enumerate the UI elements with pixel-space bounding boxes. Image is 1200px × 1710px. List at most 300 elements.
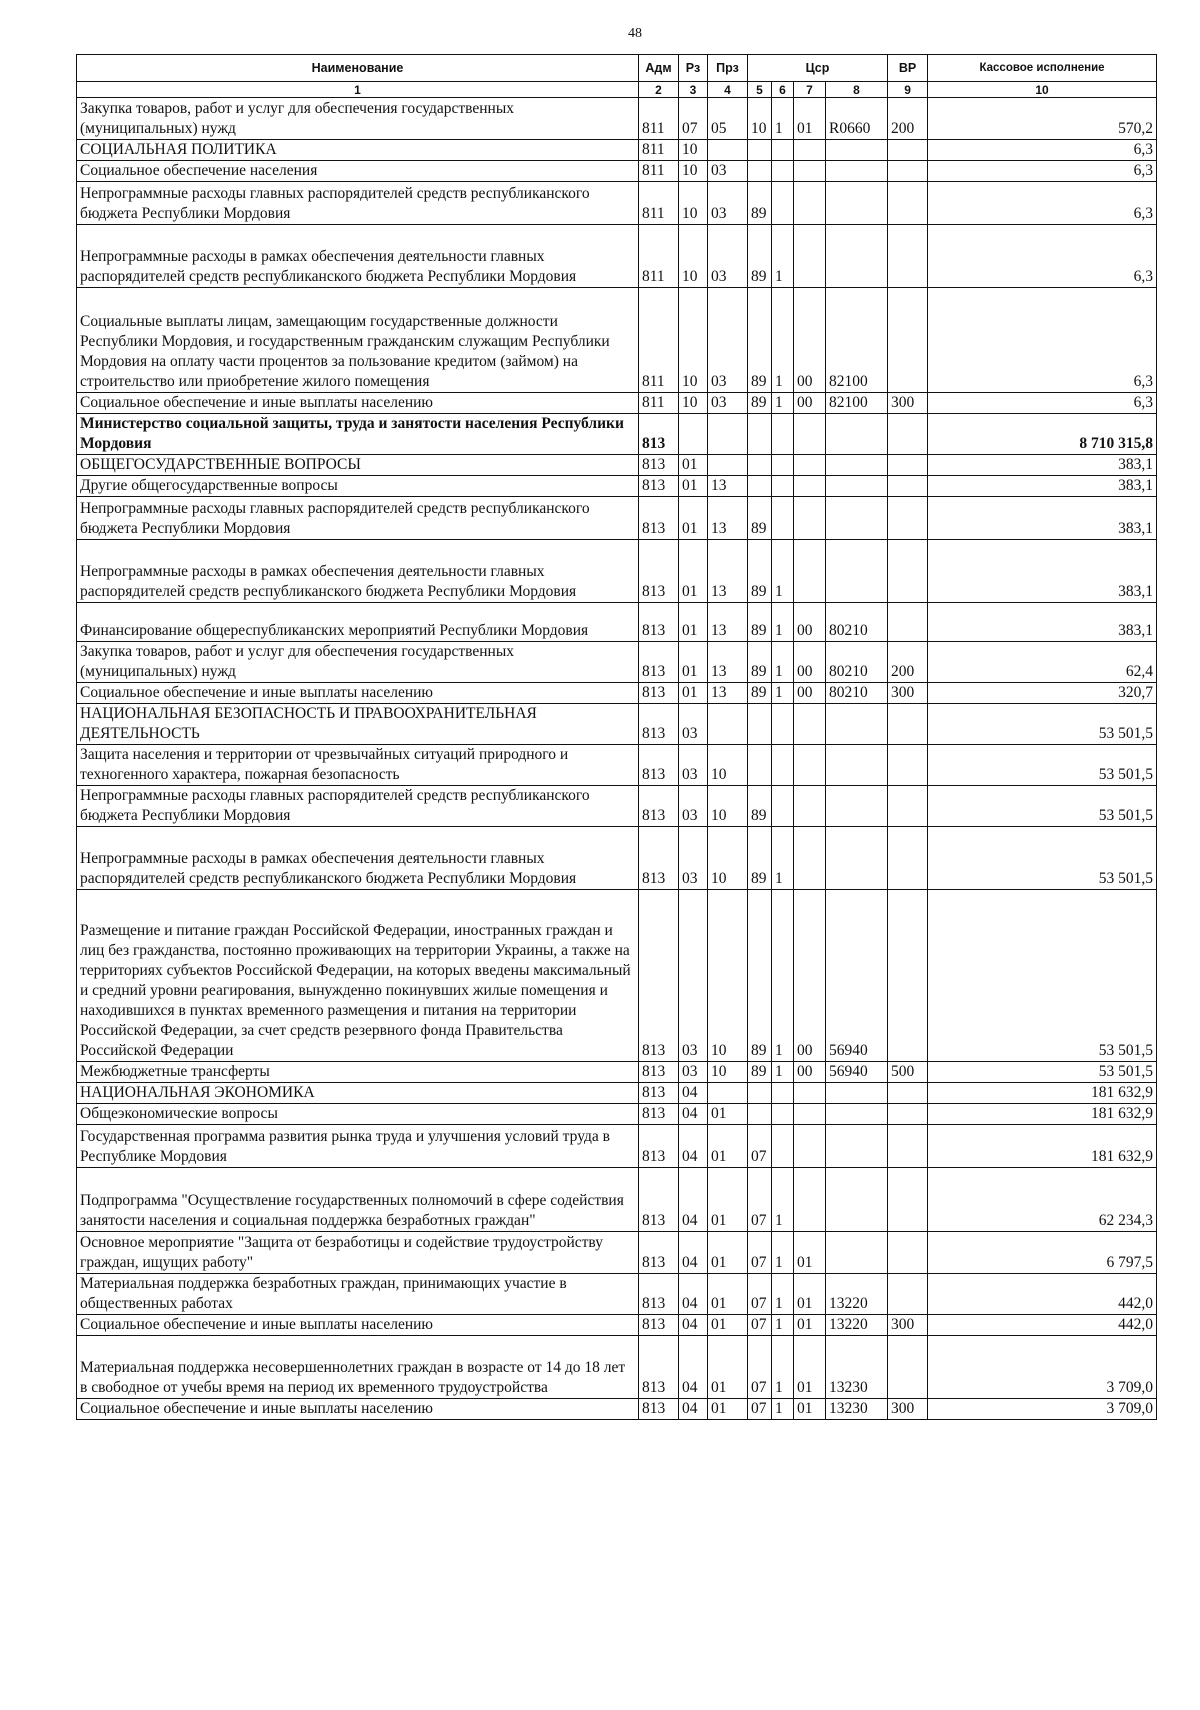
- row-c5: 89: [748, 288, 772, 393]
- column-number: 7: [794, 82, 826, 98]
- row-c5: [748, 1104, 772, 1125]
- row-c8: 80210: [826, 683, 888, 704]
- row-rz: 10: [679, 288, 708, 393]
- row-vr: [888, 540, 928, 603]
- row-c8: [826, 1168, 888, 1232]
- row-c8: [826, 745, 888, 786]
- row-amount: 442,0: [928, 1274, 1157, 1315]
- row-adm: 813: [639, 1336, 679, 1399]
- header-prz: Прз: [708, 55, 748, 82]
- row-name: НАЦИОНАЛЬНАЯ БЕЗОПАСНОСТЬ И ПРАВООХРАНИТЕЛЬНАЯ ДЕЯТЕЛЬНОСТЬ: [77, 704, 639, 745]
- row-name: Социальное обеспечение и иные выплаты населению: [77, 683, 639, 704]
- row-c6: 1: [772, 98, 794, 140]
- row-adm: 813: [639, 603, 679, 642]
- row-c5: 07: [748, 1274, 772, 1315]
- row-c6: [772, 704, 794, 745]
- row-c8: 80210: [826, 642, 888, 683]
- row-rz: 10: [679, 182, 708, 225]
- row-name: Общеэкономические вопросы: [77, 1104, 639, 1125]
- row-c6: 1: [772, 642, 794, 683]
- row-amount: 53 501,5: [928, 786, 1157, 827]
- row-c7: [794, 704, 826, 745]
- row-c8: [826, 540, 888, 603]
- row-c5: 89: [748, 182, 772, 225]
- table-row: [77, 1168, 1157, 1232]
- row-c7: 01: [794, 1336, 826, 1399]
- row-adm: 811: [639, 288, 679, 393]
- row-c5: 89: [748, 683, 772, 704]
- row-c5: [748, 745, 772, 786]
- table-row: [77, 1336, 1157, 1399]
- row-c7: [794, 225, 826, 288]
- row-vr: 500: [888, 1062, 928, 1083]
- header-csr: Цср: [748, 55, 888, 82]
- row-vr: [888, 890, 928, 1062]
- row-vr: [888, 1125, 928, 1168]
- row-c7: [794, 182, 826, 225]
- row-c6: 1: [772, 827, 794, 890]
- row-c6: 1: [772, 890, 794, 1062]
- row-amount: 181 632,9: [928, 1083, 1157, 1104]
- row-c8: [826, 182, 888, 225]
- table-row: [77, 414, 1157, 455]
- row-adm: 813: [639, 1399, 679, 1420]
- row-c8: [826, 140, 888, 161]
- row-prz: 13: [708, 476, 748, 497]
- row-vr: [888, 1232, 928, 1274]
- row-amount: 181 632,9: [928, 1104, 1157, 1125]
- row-prz: 10: [708, 1062, 748, 1083]
- row-amount: 3 709,0: [928, 1399, 1157, 1420]
- row-vr: [888, 1083, 928, 1104]
- row-c6: [772, 786, 794, 827]
- row-adm: 813: [639, 497, 679, 540]
- row-c7: 00: [794, 393, 826, 414]
- row-amount: 53 501,5: [928, 827, 1157, 890]
- table-row: [77, 476, 1157, 497]
- row-adm: 813: [639, 1315, 679, 1336]
- row-vr: [888, 1168, 928, 1232]
- page-number: 48: [628, 26, 642, 41]
- column-number: 9: [888, 82, 928, 98]
- row-amount: 6,3: [928, 140, 1157, 161]
- row-c6: 1: [772, 1232, 794, 1274]
- row-c7: [794, 497, 826, 540]
- header-row: [77, 55, 1157, 82]
- row-name: Размещение и питание граждан Российской Федерации, иностранных граждан и лиц без гражданства, постоянно проживающих на территории Украины, а также на территориях субъектов Российской Федерации, на которых введены максимальный и средний уровни реагирования, вынужденно покинувших жилые помещения и находившихся в пунктах временного размещения и питания на территории Российской Федерации, за счет средств резервного фонда Правительства Российской Федерации: [77, 890, 639, 1062]
- row-c6: [772, 1083, 794, 1104]
- row-vr: [888, 225, 928, 288]
- table-row: [77, 1125, 1157, 1168]
- row-c5: 89: [748, 603, 772, 642]
- row-c7: 01: [794, 1399, 826, 1420]
- row-c8: [826, 827, 888, 890]
- row-name: НАЦИОНАЛЬНАЯ ЭКОНОМИКА: [77, 1083, 639, 1104]
- row-c5: 89: [748, 225, 772, 288]
- table-row: [77, 288, 1157, 393]
- row-amount: 442,0: [928, 1315, 1157, 1336]
- row-amount: 8 710 315,8: [928, 414, 1157, 455]
- row-rz: 04: [679, 1399, 708, 1420]
- row-vr: [888, 497, 928, 540]
- row-c6: 1: [772, 1168, 794, 1232]
- row-c6: [772, 745, 794, 786]
- row-name: Межбюджетные трансферты: [77, 1062, 639, 1083]
- row-name: Социальное обеспечение населения: [77, 161, 639, 182]
- row-c5: [748, 476, 772, 497]
- row-amount: 53 501,5: [928, 745, 1157, 786]
- row-c6: 1: [772, 1062, 794, 1083]
- row-name: Непрограммные расходы в рамках обеспечения деятельности главных распорядителей средств республиканского бюджета Республики Мордовия: [77, 827, 639, 890]
- row-c5: 10: [748, 98, 772, 140]
- table-row: [77, 161, 1157, 182]
- header-vr: ВР: [888, 55, 928, 82]
- row-c5: 89: [748, 786, 772, 827]
- column-number: 10: [928, 82, 1157, 98]
- row-rz: 01: [679, 455, 708, 476]
- row-name: Непрограммные расходы главных распорядителей средств республиканского бюджета Республики Мордовия: [77, 497, 639, 540]
- row-c8: 56940: [826, 1062, 888, 1083]
- row-name: ОБЩЕГОСУДАРСТВЕННЫЕ ВОПРОСЫ: [77, 455, 639, 476]
- row-vr: [888, 455, 928, 476]
- table-row: [77, 890, 1157, 1062]
- table-row: [77, 1232, 1157, 1274]
- row-adm: 811: [639, 140, 679, 161]
- table-row: [77, 1083, 1157, 1104]
- row-name: Подпрограмма "Осуществление государственных полномочий в сфере содействия занятости населения и социальная поддержка безработных граждан": [77, 1168, 639, 1232]
- row-c7: 01: [794, 1232, 826, 1274]
- row-c7: 01: [794, 1315, 826, 1336]
- row-amount: 62 234,3: [928, 1168, 1157, 1232]
- row-adm: 813: [639, 704, 679, 745]
- row-c5: 89: [748, 827, 772, 890]
- row-adm: 811: [639, 182, 679, 225]
- row-c7: [794, 140, 826, 161]
- row-rz: 10: [679, 393, 708, 414]
- row-c6: 1: [772, 393, 794, 414]
- row-rz: 04: [679, 1083, 708, 1104]
- row-adm: 813: [639, 683, 679, 704]
- row-rz: 03: [679, 704, 708, 745]
- row-vr: [888, 1274, 928, 1315]
- row-rz: 01: [679, 540, 708, 603]
- row-prz: 13: [708, 683, 748, 704]
- row-prz: 10: [708, 890, 748, 1062]
- row-rz: 10: [679, 225, 708, 288]
- row-adm: 813: [639, 455, 679, 476]
- row-c7: [794, 476, 826, 497]
- row-vr: 200: [888, 98, 928, 140]
- row-vr: [888, 1336, 928, 1399]
- table-row: [77, 182, 1157, 225]
- row-adm: 813: [639, 1104, 679, 1125]
- table-row: [77, 225, 1157, 288]
- row-c7: [794, 455, 826, 476]
- row-c7: [794, 1083, 826, 1104]
- row-adm: 813: [639, 1062, 679, 1083]
- row-prz: 13: [708, 603, 748, 642]
- row-prz: 13: [708, 540, 748, 603]
- row-c5: [748, 140, 772, 161]
- row-vr: 300: [888, 393, 928, 414]
- row-rz: 01: [679, 603, 708, 642]
- table-row: [77, 393, 1157, 414]
- row-rz: 03: [679, 1062, 708, 1083]
- row-name: СОЦИАЛЬНАЯ ПОЛИТИКА: [77, 140, 639, 161]
- row-prz: 01: [708, 1274, 748, 1315]
- row-rz: 03: [679, 745, 708, 786]
- row-amount: 383,1: [928, 603, 1157, 642]
- table-row: [77, 1399, 1157, 1420]
- row-c7: 00: [794, 603, 826, 642]
- row-rz: 01: [679, 497, 708, 540]
- row-rz: 04: [679, 1104, 708, 1125]
- row-c5: [748, 161, 772, 182]
- row-name: Материальная поддержка несовершеннолетних граждан в возрасте от 14 до 18 лет в свободное от учебы время на период их временного трудоустройства: [77, 1336, 639, 1399]
- table-row: [77, 683, 1157, 704]
- row-c8: 82100: [826, 393, 888, 414]
- row-amount: 3 709,0: [928, 1336, 1157, 1399]
- table-row: [77, 1274, 1157, 1315]
- row-name: Материальная поддержка безработных граждан, принимающих участие в общественных работах: [77, 1274, 639, 1315]
- row-rz: 04: [679, 1168, 708, 1232]
- row-c8: [826, 414, 888, 455]
- table-row: [77, 455, 1157, 476]
- column-number: 5: [748, 82, 772, 98]
- row-adm: 813: [639, 827, 679, 890]
- row-prz: 01: [708, 1168, 748, 1232]
- row-prz: 03: [708, 393, 748, 414]
- row-c6: 1: [772, 540, 794, 603]
- row-adm: 813: [639, 745, 679, 786]
- row-c6: [772, 1125, 794, 1168]
- row-c7: 00: [794, 1062, 826, 1083]
- row-prz: 10: [708, 786, 748, 827]
- row-rz: 04: [679, 1274, 708, 1315]
- row-rz: [679, 414, 708, 455]
- row-c6: [772, 455, 794, 476]
- row-prz: 10: [708, 745, 748, 786]
- row-name: Закупка товаров, работ и услуг для обеспечения государственных (муниципальных) нужд: [77, 642, 639, 683]
- row-rz: 04: [679, 1336, 708, 1399]
- row-c8: R0660: [826, 98, 888, 140]
- row-rz: 01: [679, 476, 708, 497]
- row-prz: 03: [708, 161, 748, 182]
- row-prz: [708, 704, 748, 745]
- row-prz: 01: [708, 1125, 748, 1168]
- row-vr: 200: [888, 642, 928, 683]
- row-amount: 6,3: [928, 225, 1157, 288]
- table-row: [77, 98, 1157, 140]
- row-rz: 07: [679, 98, 708, 140]
- row-prz: 01: [708, 1315, 748, 1336]
- row-name: Непрограммные расходы в рамках обеспечения деятельности главных распорядителей средств республиканского бюджета Республики Мордовия: [77, 540, 639, 603]
- row-c7: [794, 1125, 826, 1168]
- row-rz: 01: [679, 683, 708, 704]
- row-adm: 813: [639, 414, 679, 455]
- row-c7: [794, 161, 826, 182]
- row-c8: 13230: [826, 1336, 888, 1399]
- header-adm: Адм: [639, 55, 679, 82]
- row-c7: [794, 745, 826, 786]
- row-vr: 300: [888, 1399, 928, 1420]
- row-c6: [772, 1104, 794, 1125]
- budget-table: [76, 54, 1157, 1420]
- row-name: Непрограммные расходы в рамках обеспечения деятельности главных распорядителей средств республиканского бюджета Республики Мордовия: [77, 225, 639, 288]
- row-rz: 10: [679, 140, 708, 161]
- column-number: 8: [826, 82, 888, 98]
- header-name: Наименование: [77, 55, 639, 82]
- column-number-row: [77, 82, 1157, 98]
- row-c7: 00: [794, 683, 826, 704]
- row-c6: 1: [772, 1274, 794, 1315]
- row-c7: [794, 827, 826, 890]
- row-prz: 03: [708, 225, 748, 288]
- row-amount: 53 501,5: [928, 890, 1157, 1062]
- row-c6: [772, 414, 794, 455]
- row-c7: 00: [794, 642, 826, 683]
- row-name: Непрограммные расходы главных распорядителей средств республиканского бюджета Республики Мордовия: [77, 786, 639, 827]
- row-c7: [794, 786, 826, 827]
- row-rz: 04: [679, 1315, 708, 1336]
- row-c8: [826, 455, 888, 476]
- table-row: [77, 1315, 1157, 1336]
- row-adm: 813: [639, 1083, 679, 1104]
- table-row: [77, 540, 1157, 603]
- row-c8: [826, 497, 888, 540]
- row-prz: 03: [708, 288, 748, 393]
- row-c8: [826, 476, 888, 497]
- row-adm: 813: [639, 540, 679, 603]
- row-rz: 04: [679, 1232, 708, 1274]
- row-amount: 6 797,5: [928, 1232, 1157, 1274]
- row-c5: 07: [748, 1399, 772, 1420]
- row-c8: [826, 704, 888, 745]
- row-vr: [888, 476, 928, 497]
- row-vr: [888, 786, 928, 827]
- row-adm: 813: [639, 476, 679, 497]
- row-c5: 07: [748, 1168, 772, 1232]
- row-name: Социальное обеспечение и иные выплаты населению: [77, 1399, 639, 1420]
- column-number: 1: [77, 82, 639, 98]
- row-adm: 811: [639, 393, 679, 414]
- row-vr: 300: [888, 1315, 928, 1336]
- row-c7: [794, 1104, 826, 1125]
- row-name: Государственная программа развития рынка труда и улучшения условий труда в Республике Мордовия: [77, 1125, 639, 1168]
- row-rz: 04: [679, 1125, 708, 1168]
- row-prz: 05: [708, 98, 748, 140]
- row-amount: 383,1: [928, 497, 1157, 540]
- row-vr: [888, 140, 928, 161]
- row-vr: [888, 414, 928, 455]
- row-c5: 89: [748, 890, 772, 1062]
- row-c7: 00: [794, 288, 826, 393]
- row-name: Социальные выплаты лицам, замещающим государственные должности Республики Мордовия, и государственным гражданским служащим Республики Мордовия на оплату части процентов за пользование кредитом (займом) на строительство или приобретение жилого помещения: [77, 288, 639, 393]
- row-amount: 320,7: [928, 683, 1157, 704]
- row-c5: 89: [748, 540, 772, 603]
- table-row: [77, 140, 1157, 161]
- column-number: 3: [679, 82, 708, 98]
- row-name: Социальное обеспечение и иные выплаты населению: [77, 393, 639, 414]
- row-c5: 89: [748, 642, 772, 683]
- row-prz: 03: [708, 182, 748, 225]
- row-name: Министерство социальной защиты, труда и занятости населения Республики Мордовия: [77, 414, 639, 455]
- row-adm: 813: [639, 1274, 679, 1315]
- row-c5: 07: [748, 1315, 772, 1336]
- row-c8: 82100: [826, 288, 888, 393]
- row-amount: 53 501,5: [928, 704, 1157, 745]
- column-number: 6: [772, 82, 794, 98]
- header-rz: Рз: [679, 55, 708, 82]
- row-c8: 13230: [826, 1399, 888, 1420]
- row-c8: 13220: [826, 1315, 888, 1336]
- row-prz: [708, 1083, 748, 1104]
- column-number: 4: [708, 82, 748, 98]
- row-name: Закупка товаров, работ и услуг для обеспечения государственных (муниципальных) нужд: [77, 98, 639, 140]
- row-c6: 1: [772, 225, 794, 288]
- table-row: [77, 1062, 1157, 1083]
- row-c7: [794, 540, 826, 603]
- row-c7: [794, 414, 826, 455]
- row-c5: 07: [748, 1232, 772, 1274]
- row-name: Непрограммные расходы главных распорядителей средств республиканского бюджета Республики Мордовия: [77, 182, 639, 225]
- table-row: [77, 745, 1157, 786]
- table-row: [77, 1104, 1157, 1125]
- row-c6: 1: [772, 603, 794, 642]
- table-row: [77, 827, 1157, 890]
- column-number: 2: [639, 82, 679, 98]
- row-adm: 813: [639, 1168, 679, 1232]
- row-adm: 811: [639, 225, 679, 288]
- row-c5: 07: [748, 1336, 772, 1399]
- row-c8: [826, 1083, 888, 1104]
- table-body: [77, 98, 1157, 1420]
- row-c7: [794, 1168, 826, 1232]
- row-c6: [772, 182, 794, 225]
- row-adm: 813: [639, 890, 679, 1062]
- row-c6: [772, 476, 794, 497]
- row-adm: 813: [639, 1125, 679, 1168]
- row-adm: 811: [639, 161, 679, 182]
- row-adm: 813: [639, 642, 679, 683]
- row-c6: [772, 497, 794, 540]
- row-c6: [772, 140, 794, 161]
- row-vr: [888, 827, 928, 890]
- row-c8: [826, 1104, 888, 1125]
- row-c6: [772, 161, 794, 182]
- row-name: Основное мероприятие "Защита от безработицы и содействие трудоустройству граждан, ищущих работу": [77, 1232, 639, 1274]
- row-vr: [888, 704, 928, 745]
- row-c6: 1: [772, 1399, 794, 1420]
- row-c5: [748, 455, 772, 476]
- row-name: Другие общегосударственные вопросы: [77, 476, 639, 497]
- row-c6: 1: [772, 1336, 794, 1399]
- row-prz: [708, 455, 748, 476]
- row-vr: [888, 745, 928, 786]
- row-amount: 6,3: [928, 393, 1157, 414]
- row-name: Финансирование общереспубликанских мероприятий Республики Мордовия: [77, 603, 639, 642]
- row-vr: [888, 182, 928, 225]
- row-c5: 89: [748, 497, 772, 540]
- row-prz: 01: [708, 1232, 748, 1274]
- row-c8: [826, 161, 888, 182]
- row-c5: [748, 704, 772, 745]
- row-rz: 01: [679, 642, 708, 683]
- row-rz: 10: [679, 161, 708, 182]
- row-c8: 13220: [826, 1274, 888, 1315]
- row-vr: [888, 603, 928, 642]
- row-amount: 570,2: [928, 98, 1157, 140]
